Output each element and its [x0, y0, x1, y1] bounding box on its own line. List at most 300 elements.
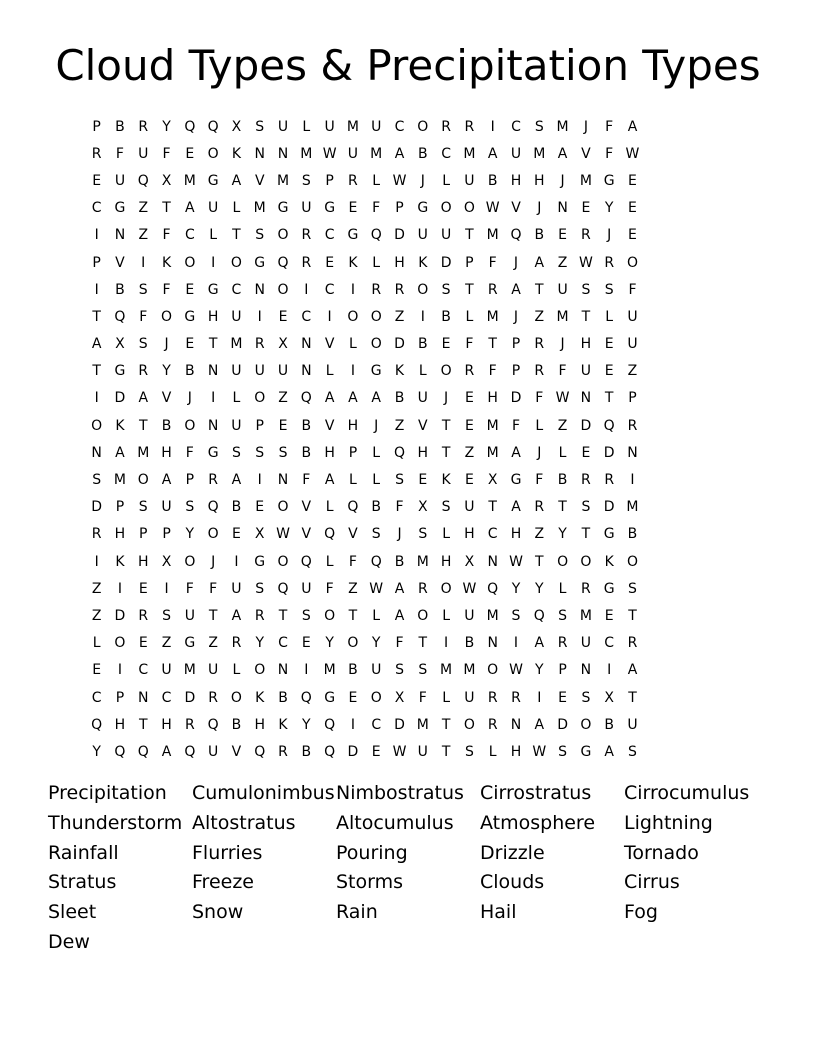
grid-letter: Q	[300, 390, 312, 407]
grid-letter: J	[537, 444, 542, 461]
grid-letter: E	[348, 200, 358, 217]
grid-letter: F	[488, 363, 497, 380]
grid-letter: L	[558, 444, 567, 461]
grid-row	[85, 113, 644, 140]
grid-letter: D	[114, 390, 126, 407]
grid-letter: U	[254, 363, 265, 380]
grid-letter: N	[91, 444, 102, 461]
grid-letter: U	[184, 607, 195, 624]
grid-letter: N	[580, 390, 592, 407]
grid-letter: G	[114, 363, 126, 380]
grid-letter: K	[441, 472, 451, 489]
grid-letter: P	[511, 336, 521, 353]
grid-letter: R	[627, 417, 638, 434]
word-list-item: Clouds	[480, 871, 545, 894]
grid-letter: P	[185, 472, 195, 489]
grid-row	[85, 195, 644, 222]
grid-letter: O	[370, 689, 382, 706]
grid-letter: L	[232, 390, 241, 407]
grid-letter: A	[557, 145, 568, 162]
grid-letter: V	[511, 200, 521, 217]
grid-letter: B	[464, 635, 475, 652]
grid-letter: K	[418, 254, 428, 271]
grid-letter: U	[580, 635, 591, 652]
grid-letter: R	[557, 635, 568, 652]
grid-letter: L	[349, 336, 357, 353]
grid-letter: Q	[114, 308, 126, 325]
grid-letter: X	[231, 118, 242, 135]
grid-letter: S	[558, 743, 568, 760]
grid-letter: W	[532, 743, 547, 760]
grid-letter: M	[486, 227, 499, 244]
grid-letter: Y	[302, 716, 311, 733]
grid-letter: I	[350, 716, 355, 733]
grid-letter: O	[184, 254, 196, 271]
grid-letter: O	[580, 716, 592, 733]
grid-letter: S	[255, 444, 265, 461]
grid-letter: K	[115, 417, 125, 434]
grid-letter: S	[92, 472, 102, 489]
grid-letter: T	[558, 499, 567, 516]
grid-letter: F	[535, 390, 544, 407]
grid-letter: O	[347, 308, 359, 325]
grid-letter: Z	[394, 417, 405, 434]
grid-letter: V	[161, 390, 172, 407]
grid-letter: B	[185, 363, 195, 380]
grid-letter: N	[207, 363, 219, 380]
grid-letter: Q	[254, 743, 266, 760]
grid-letter: J	[444, 390, 449, 407]
grid-letter: L	[418, 363, 427, 380]
grid-letter: R	[627, 635, 638, 652]
grid-letter: F	[302, 472, 311, 489]
grid-letter: O	[114, 635, 126, 652]
grid-letter: C	[161, 689, 172, 706]
grid-letter: Q	[533, 607, 545, 624]
word-list-item: Stratus	[48, 871, 117, 894]
grid-letter: O	[440, 580, 452, 597]
grid-letter: S	[138, 281, 148, 298]
grid-letter: A	[115, 444, 125, 461]
grid-letter: T	[208, 336, 218, 353]
grid-letter: M	[253, 200, 266, 217]
grid-letter: G	[510, 472, 522, 489]
grid-letter: V	[418, 417, 428, 434]
grid-letter: O	[184, 417, 196, 434]
grid-letter: I	[94, 227, 99, 244]
grid-letter: U	[231, 363, 242, 380]
grid-letter: V	[231, 743, 242, 760]
grid-letter: D	[91, 499, 103, 516]
grid-letter: M	[183, 172, 196, 189]
grid-letter: N	[277, 472, 289, 489]
grid-letter: K	[604, 553, 614, 570]
grid-letter: R	[301, 254, 312, 271]
word-list-item: Storms	[336, 871, 404, 894]
grid-letter: F	[162, 227, 171, 244]
grid-letter: W	[276, 526, 290, 543]
grid-letter: K	[231, 145, 242, 162]
grid-letter: H	[510, 526, 522, 543]
grid-letter: I	[350, 363, 355, 380]
grid-row	[85, 412, 644, 439]
grid-letter: O	[277, 499, 289, 516]
grid-letter: M	[230, 336, 243, 353]
grid-letter: N	[138, 689, 149, 706]
grid-row	[85, 222, 644, 249]
grid-letter: O	[440, 200, 452, 217]
grid-letter: T	[628, 607, 637, 624]
grid-letter: R	[91, 526, 102, 543]
grid-letter: C	[184, 227, 195, 244]
grid-letter: M	[416, 716, 429, 733]
grid-row	[85, 711, 644, 738]
grid-letter: B	[534, 227, 545, 244]
grid-letter: H	[254, 716, 265, 733]
grid-letter: Z	[557, 417, 568, 434]
grid-letter: F	[558, 363, 567, 380]
grid-letter: W	[369, 580, 384, 597]
grid-letter: S	[185, 499, 195, 516]
grid-letter: N	[510, 716, 522, 733]
grid-row	[85, 684, 644, 711]
grid-letter: V	[301, 526, 312, 543]
grid-letter: M	[276, 172, 290, 189]
grid-letter: H	[347, 417, 359, 434]
grid-letter: S	[418, 662, 428, 679]
grid-letter: H	[534, 172, 545, 189]
grid-letter: U	[371, 118, 382, 135]
grid-letter: A	[511, 499, 521, 516]
grid-letter: F	[488, 254, 497, 271]
grid-letter: O	[370, 336, 382, 353]
grid-letter: R	[138, 363, 149, 380]
grid-letter: L	[488, 743, 497, 760]
grid-letter: T	[581, 526, 591, 543]
grid-letter: O	[557, 553, 569, 570]
grid-letter: E	[138, 635, 148, 652]
grid-letter: G	[347, 227, 359, 244]
grid-letter: A	[231, 472, 242, 489]
grid-letter: V	[324, 336, 335, 353]
grid-letter: W	[462, 580, 477, 597]
grid-letter: R	[534, 363, 545, 380]
grid-letter: L	[558, 580, 567, 597]
grid-row	[85, 249, 644, 276]
grid-letter: L	[442, 689, 450, 706]
grid-letter: U	[371, 662, 382, 679]
grid-letter: I	[304, 281, 309, 298]
grid-letter: F	[511, 417, 521, 434]
grid-letter: W	[392, 172, 407, 189]
word-list-item: Snow	[192, 901, 244, 924]
grid-letter: J	[583, 118, 588, 135]
grid-letter: O	[254, 390, 266, 407]
grid-letter: M	[556, 308, 569, 325]
grid-letter: T	[92, 308, 101, 325]
grid-letter: R	[511, 689, 521, 706]
grid-letter: F	[605, 118, 614, 135]
grid-letter: Y	[92, 743, 101, 760]
grid-letter: E	[301, 635, 311, 652]
grid-letter: N	[207, 417, 219, 434]
grid-letter: P	[395, 200, 404, 217]
grid-letter: Q	[603, 417, 615, 434]
grid-letter: G	[603, 172, 615, 189]
word-list-item: Rainfall	[48, 841, 119, 864]
grid-letter: R	[254, 336, 265, 353]
grid-letter: J	[560, 172, 565, 189]
grid-letter: P	[115, 689, 125, 706]
grid-letter: A	[487, 145, 498, 162]
grid-letter: A	[231, 172, 242, 189]
grid-letter: G	[207, 281, 219, 298]
grid-letter: R	[371, 281, 382, 298]
grid-letter: O	[137, 472, 149, 489]
grid-letter: R	[394, 281, 405, 298]
grid-letter: R	[278, 743, 288, 760]
grid-letter: B	[371, 499, 382, 516]
grid-letter: X	[254, 526, 265, 543]
grid-letter: J	[374, 417, 379, 434]
grid-letter: D	[114, 607, 126, 624]
grid-letter: E	[464, 472, 474, 489]
grid-letter: B	[301, 417, 312, 434]
grid-letter: A	[371, 390, 381, 407]
grid-letter: D	[394, 227, 405, 244]
grid-letter: O	[277, 227, 289, 244]
grid-letter: Q	[207, 499, 219, 516]
grid-letter: E	[92, 172, 102, 189]
grid-letter: M	[463, 662, 476, 679]
grid-letter: Z	[394, 308, 405, 325]
word-list-item: Precipitation	[48, 782, 167, 804]
grid-letter: S	[604, 281, 614, 298]
grid-letter: Y	[511, 580, 521, 597]
grid-letter: P	[465, 254, 474, 271]
grid-letter: C	[231, 281, 242, 298]
grid-letter: X	[394, 689, 405, 706]
grid-letter: X	[464, 553, 475, 570]
grid-letter: Q	[184, 743, 196, 760]
grid-row	[85, 331, 644, 358]
grid-row	[85, 439, 644, 466]
grid-letter: C	[487, 526, 498, 543]
grid-letter: M	[323, 662, 336, 679]
grid-letter: X	[278, 336, 288, 353]
word-list-item: Cirrostratus	[480, 782, 592, 804]
grid-letter: I	[141, 254, 146, 271]
grid-letter: S	[395, 472, 404, 489]
grid-letter: E	[558, 227, 568, 244]
grid-letter: A	[627, 662, 638, 679]
grid-letter: C	[371, 716, 382, 733]
grid-letter: B	[301, 743, 312, 760]
word-list-item: Atmosphere	[480, 811, 596, 834]
grid-letter: Z	[161, 635, 172, 652]
word-list-item: Pouring	[336, 841, 408, 864]
grid-letter: U	[464, 607, 475, 624]
grid-letter: C	[278, 635, 288, 652]
grid-letter: L	[465, 308, 474, 325]
grid-letter: E	[418, 472, 428, 489]
grid-letter: L	[535, 417, 544, 434]
grid-letter: E	[185, 336, 195, 353]
grid-letter: D	[394, 336, 405, 353]
grid-letter: Z	[208, 635, 218, 652]
grid-letter: M	[486, 417, 499, 434]
grid-letter: E	[628, 200, 637, 217]
grid-letter: H	[394, 254, 405, 271]
grid-letter: J	[164, 336, 169, 353]
grid-letter: B	[441, 308, 451, 325]
grid-letter: B	[231, 499, 242, 516]
grid-letter: S	[301, 607, 311, 624]
grid-letter: L	[372, 254, 381, 271]
grid-letter: N	[114, 227, 126, 244]
grid-letter: L	[325, 363, 334, 380]
grid-letter: J	[537, 200, 542, 217]
grid-letter: Z	[278, 390, 288, 407]
grid-letter: Q	[207, 118, 219, 135]
grid-letter: Q	[393, 444, 406, 461]
grid-letter: F	[372, 200, 381, 217]
grid-letter: U	[301, 580, 312, 597]
grid-letter: U	[161, 662, 172, 679]
grid-letter: E	[558, 689, 568, 706]
grid-letter: E	[628, 172, 637, 189]
grid-letter: S	[231, 444, 241, 461]
grid-letter: O	[347, 635, 359, 652]
grid-row	[85, 358, 644, 385]
grid-letter: R	[208, 689, 218, 706]
grid-letter: G	[184, 308, 196, 325]
grid-letter: W	[509, 553, 523, 570]
grid-letter: A	[324, 390, 335, 407]
grid-letter: U	[417, 743, 428, 760]
grid-letter: T	[581, 308, 591, 325]
grid-letter: Z	[557, 254, 568, 271]
grid-letter: D	[394, 716, 405, 733]
grid-letter: G	[207, 172, 219, 189]
grid-letter: H	[417, 444, 429, 461]
grid-letter: H	[114, 526, 126, 543]
word-list-item: Rain	[336, 901, 378, 924]
grid-letter: T	[465, 227, 474, 244]
grid-letter: Y	[371, 635, 381, 652]
word-list-item: Fog	[624, 901, 658, 924]
grid-letter: C	[138, 662, 149, 679]
grid-letter: L	[372, 472, 381, 489]
grid-letter: P	[92, 118, 101, 135]
grid-letter: S	[534, 118, 544, 135]
grid-letter: P	[628, 390, 637, 407]
grid-letter: T	[441, 743, 451, 760]
grid-letter: V	[581, 145, 591, 162]
grid-letter: R	[487, 689, 498, 706]
grid-letter: Y	[162, 118, 171, 135]
grid-row	[85, 303, 644, 330]
grid-letter: T	[232, 227, 241, 244]
grid-letter: M	[300, 145, 313, 162]
grid-letter: R	[464, 118, 475, 135]
grid-letter: M	[556, 118, 569, 135]
grid-letter: V	[324, 417, 335, 434]
grid-letter: Q	[510, 227, 522, 244]
grid-letter: N	[277, 145, 289, 162]
grid-letter: H	[440, 553, 452, 570]
grid-letter: Q	[114, 743, 126, 760]
grid-letter: U	[324, 118, 335, 135]
word-list-item: Altocumulus	[336, 811, 454, 834]
grid-letter: N	[487, 553, 498, 570]
word-list-item: Hail	[480, 901, 517, 924]
grid-letter: F	[605, 145, 614, 162]
grid-letter: G	[207, 444, 219, 461]
grid-letter: U	[440, 227, 452, 244]
grid-letter: U	[627, 308, 638, 325]
grid-letter: V	[348, 526, 358, 543]
grid-letter: U	[347, 145, 359, 162]
grid-letter: R	[604, 472, 615, 489]
grid-letter: D	[347, 743, 359, 760]
grid-letter: O	[91, 417, 103, 434]
grid-letter: T	[278, 607, 288, 624]
grid-letter: T	[441, 716, 451, 733]
grid-letter: S	[628, 580, 637, 597]
grid-letter: P	[325, 172, 334, 189]
grid-letter: B	[604, 716, 614, 733]
grid-letter: X	[115, 336, 125, 353]
grid-letter: U	[138, 145, 149, 162]
grid-row	[85, 466, 644, 493]
letter-grid	[85, 113, 644, 766]
grid-letter: M	[113, 472, 126, 489]
grid-letter: O	[277, 281, 289, 298]
grid-letter: S	[418, 526, 428, 543]
grid-letter: Q	[277, 580, 289, 597]
grid-letter: H	[207, 308, 219, 325]
grid-letter: M	[486, 607, 499, 624]
grid-letter: X	[161, 553, 172, 570]
grid-letter: R	[487, 716, 498, 733]
grid-letter: R	[208, 472, 218, 489]
grid-letter: A	[394, 580, 405, 597]
grid-letter: C	[441, 145, 451, 162]
grid-letter: M	[183, 662, 196, 679]
grid-letter: D	[603, 499, 615, 516]
grid-letter: Q	[277, 254, 289, 271]
grid-letter: Z	[138, 227, 149, 244]
grid-letter: L	[92, 635, 101, 652]
grid-letter: N	[580, 662, 592, 679]
grid-letter: L	[209, 227, 218, 244]
grid-letter: O	[417, 118, 429, 135]
grid-letter: F	[209, 580, 218, 597]
grid-letter: O	[626, 254, 638, 271]
grid-letter: M	[626, 499, 639, 516]
grid-letter: F	[115, 145, 124, 162]
grid-letter: H	[464, 526, 475, 543]
grid-letter: L	[232, 200, 241, 217]
grid-letter: R	[91, 145, 102, 162]
grid-letter: K	[161, 254, 172, 271]
grid-letter: O	[161, 308, 173, 325]
grid-row	[85, 657, 644, 684]
grid-row	[85, 385, 644, 412]
grid-letter: A	[627, 118, 638, 135]
grid-letter: S	[395, 662, 404, 679]
